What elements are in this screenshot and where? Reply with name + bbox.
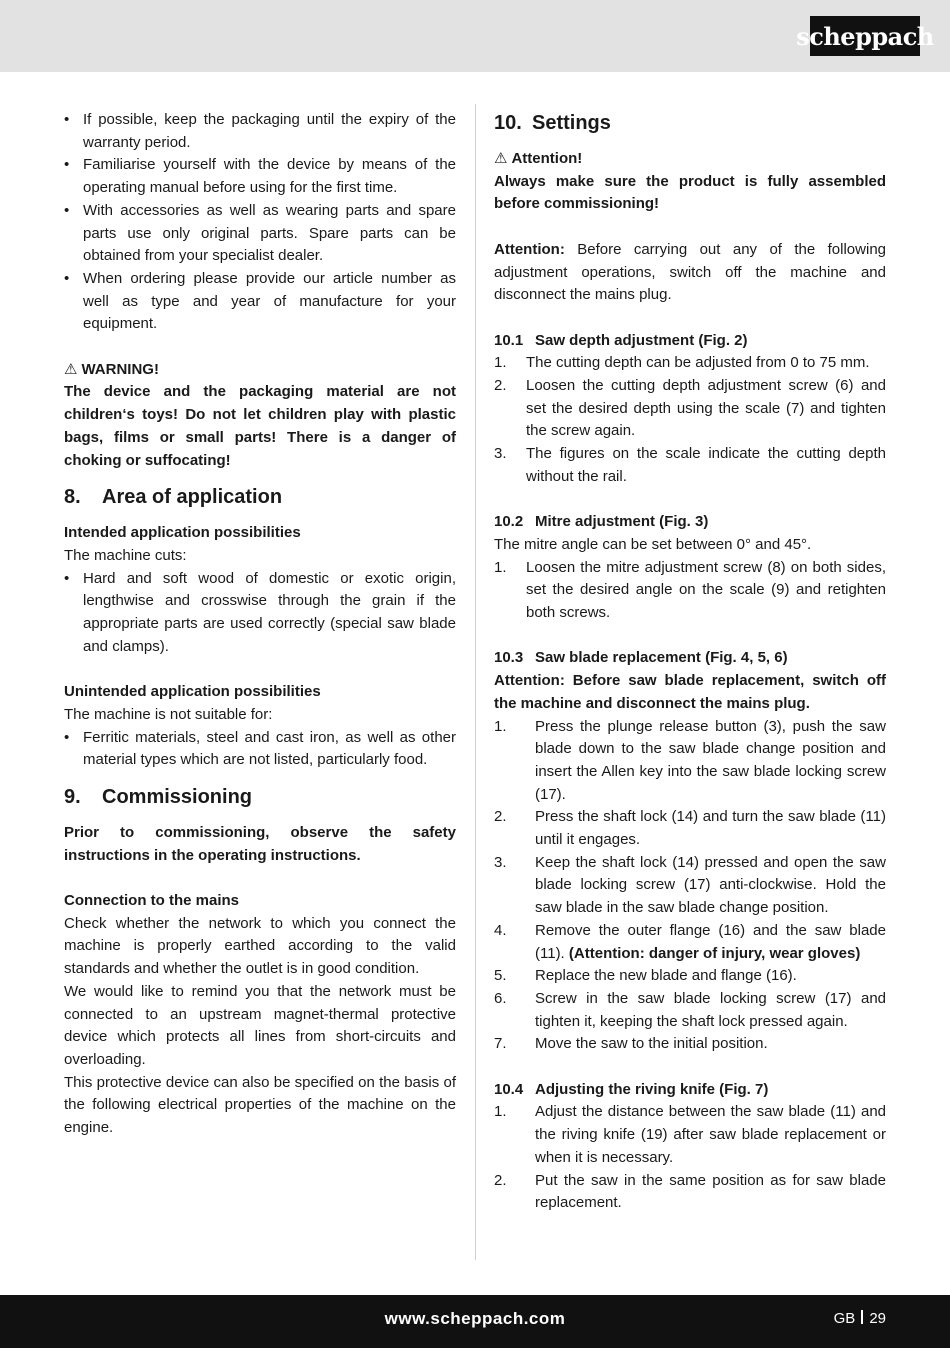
riving-knife-steps bbox=[494, 1101, 886, 1215]
list-item bbox=[494, 352, 886, 375]
gloves-warning: (Attention: danger of injury, wear gloves) bbox=[568, 944, 861, 962]
step-number: 2. bbox=[494, 1171, 507, 1189]
column-divider bbox=[475, 104, 476, 1260]
subsection-number: 10.1 bbox=[494, 331, 524, 349]
warning-heading bbox=[64, 359, 456, 382]
list-item bbox=[494, 557, 886, 625]
section-10-3-heading bbox=[494, 647, 886, 670]
section-number: 9. bbox=[64, 785, 81, 808]
attention-paragraph bbox=[494, 239, 886, 307]
step-number: 3. bbox=[494, 445, 507, 463]
list-item bbox=[494, 852, 886, 920]
section-10-heading bbox=[494, 109, 886, 137]
blade-replacement-steps bbox=[494, 716, 886, 1057]
subsection-title: Saw depth adjustment (Fig. 2) bbox=[535, 331, 748, 349]
mains-paragraph: Check whether the network to which you connect the machine is properly earthed according to the valid standards and whether the outlet is in good condition. bbox=[64, 914, 456, 978]
mitre-steps bbox=[494, 557, 886, 625]
attention-title: Attention! bbox=[511, 150, 583, 167]
list-item: • Familiarise yourself with the device by means of the operating manual before using for the first time. bbox=[64, 154, 456, 199]
section-title: Commissioning bbox=[102, 785, 253, 808]
attention-text: Always make sure the product is fully assembled before commissioning! bbox=[494, 172, 886, 213]
blade-replacement-attention: Attention: Before saw blade replacement, switch off the machine and disconnect the mains plug. bbox=[494, 672, 886, 712]
subsection-title: Mitre adjustment (Fig. 3) bbox=[535, 513, 709, 531]
attention-label: Attention: bbox=[494, 240, 565, 258]
step-number: 2. bbox=[494, 377, 507, 394]
step-text: Loosen the mitre adjustment screw (8) on both sides, set the desired angle on the scale (9) and retighten both screws. bbox=[526, 558, 886, 622]
step-number: 4. bbox=[494, 921, 507, 939]
step-number: 2. bbox=[494, 808, 507, 826]
page-indicator bbox=[834, 1310, 886, 1327]
step-number: 7. bbox=[494, 1035, 507, 1053]
separator bbox=[861, 1310, 863, 1324]
subsection-number: 10.2 bbox=[494, 513, 524, 531]
step-number: 6. bbox=[494, 989, 507, 1007]
step-text: The cutting depth can be adjusted from 0 to 75 mm. bbox=[526, 354, 870, 372]
mains-paragraph: This protective device can also be specified on the basis of the following electrical properties of the machine on the engine. bbox=[64, 1073, 456, 1137]
unintended-heading: Unintended application possibilities bbox=[64, 683, 321, 701]
section-8-heading bbox=[64, 483, 456, 511]
step-text: Put the saw in the same position as for saw blade replacement. bbox=[535, 1171, 886, 1212]
language-code: GB bbox=[833, 1310, 856, 1327]
right-column bbox=[494, 109, 886, 1215]
list-item bbox=[494, 920, 886, 965]
subsection-number: 10.4 bbox=[494, 1080, 524, 1098]
section-title: Area of application bbox=[102, 486, 283, 509]
step-number: 3. bbox=[494, 853, 507, 871]
intro-bullet-list bbox=[64, 109, 456, 336]
list-item bbox=[494, 716, 886, 807]
step-text: Keep the shaft lock (14) pressed and open the saw blade locking screw (17) anti-clockwise. Hold the saw blade in the saw blade change position. bbox=[535, 853, 886, 917]
step-text: Replace the new blade and flange (16). bbox=[535, 967, 797, 985]
page-footer bbox=[0, 1295, 950, 1348]
list-item bbox=[494, 988, 886, 1033]
subsection-title: Saw blade replacement (Fig. 4, 5, 6) bbox=[535, 649, 788, 667]
brand-logo: scheppach bbox=[810, 16, 920, 56]
step-text: The figures on the scale indicate the cutting depth without the rail. bbox=[526, 445, 886, 485]
mains-heading: Connection to the mains bbox=[64, 892, 240, 910]
warning-text: The device and the packaging material are not children‘s toys! Do not let children play with plastic bags, films or small parts! There is a danger of choking or suffocating! bbox=[64, 383, 456, 469]
step-number: 5. bbox=[494, 967, 507, 985]
list-item bbox=[494, 1170, 886, 1215]
list-item bbox=[494, 443, 886, 488]
unintended-intro: The machine is not suitable for: bbox=[64, 705, 273, 723]
website-link[interactable]: www.scheppach.com bbox=[384, 1309, 566, 1328]
list-item bbox=[494, 1033, 886, 1056]
step-number: 1. bbox=[494, 558, 507, 576]
list-item bbox=[494, 965, 886, 988]
step-text: Screw in the saw blade locking screw (17) and tighten it, keeping the shaft lock pressed again. bbox=[535, 989, 886, 1030]
commissioning-prior-text: Prior to commissioning, observe the safety instructions in the operating instructions. bbox=[64, 823, 456, 864]
warning-triangle-icon: ⚠ bbox=[64, 360, 78, 378]
saw-depth-steps bbox=[494, 352, 886, 488]
subsection-title: Adjusting the riving knife (Fig. 7) bbox=[535, 1080, 769, 1098]
attention-heading bbox=[494, 148, 886, 171]
step-text: Press the plunge release button (3), push the saw blade down to the saw blade change position and insert the Allen key into the saw blade locking screw (17). bbox=[535, 717, 886, 803]
list-item bbox=[494, 1101, 886, 1169]
step-text: Adjust the distance between the saw blade (11) and the riving knife (19) after saw blade replacement or when it is necessary. bbox=[535, 1103, 886, 1166]
subsection-number: 10.3 bbox=[494, 649, 524, 667]
page-header bbox=[0, 0, 950, 72]
intended-heading: Intended application possibilities bbox=[64, 524, 301, 542]
step-text: Remove the outer flange (16) and the saw blade (11). bbox=[535, 921, 886, 962]
list-item bbox=[494, 375, 886, 443]
section-number: 8. bbox=[64, 486, 81, 509]
mitre-intro: The mitre angle can be set between 0° and 45°. bbox=[494, 535, 812, 553]
section-title: Settings bbox=[532, 112, 611, 134]
intended-bullet-list bbox=[64, 568, 456, 659]
step-number: 1. bbox=[494, 717, 507, 735]
page-number: 29 bbox=[869, 1310, 886, 1327]
warning-triangle-icon: ⚠ bbox=[494, 150, 508, 167]
step-text: Press the shaft lock (14) and turn the saw blade (11) until it engages. bbox=[535, 808, 886, 849]
section-9-heading bbox=[64, 783, 456, 811]
list-item: • When ordering please provide our article number as well as type and year of manufacture for your equipment. bbox=[64, 268, 456, 336]
intended-intro: The machine cuts: bbox=[64, 546, 187, 564]
list-item: • With accessories as well as wearing parts and spare parts use only original parts. Spare parts can be obtained from your specialist dealer. bbox=[64, 200, 456, 268]
step-text: Move the saw to the initial position. bbox=[535, 1035, 768, 1053]
step-number: 1. bbox=[494, 1103, 507, 1121]
attention-body: Before carrying out any of the following adjustment operations, switch off the machine and disconnect the mains plug. bbox=[494, 240, 886, 304]
section-10-4-heading bbox=[494, 1079, 886, 1102]
list-item bbox=[494, 806, 886, 851]
list-item: • Hard and soft wood of domestic or exotic origin, lengthwise and crosswise through the grain if the appropriate parts are used correctly (special saw blade and clamps). bbox=[64, 568, 456, 659]
left-column bbox=[64, 109, 456, 1140]
section-10-1-heading bbox=[494, 330, 886, 353]
step-number: 1. bbox=[494, 354, 507, 372]
list-item: • Ferritic materials, steel and cast iron, as well as other material types which are not listed, particularly food. bbox=[64, 727, 456, 772]
unintended-bullet-list bbox=[64, 727, 456, 772]
mains-paragraph: We would like to remind you that the network must be connected to an upstream magnet-thermal protective device which protects all lines from short-circuits and overloading. bbox=[64, 982, 456, 1068]
warning-title: WARNING! bbox=[81, 360, 159, 378]
step-text: Loosen the cutting depth adjustment screw (6) and set the desired depth using the scale (7) and tighten the screw again. bbox=[526, 377, 886, 440]
section-10-2-heading bbox=[494, 511, 886, 534]
list-item: • If possible, keep the packaging until the expiry of the warranty period. bbox=[64, 109, 456, 154]
section-number: 10. bbox=[494, 112, 522, 134]
